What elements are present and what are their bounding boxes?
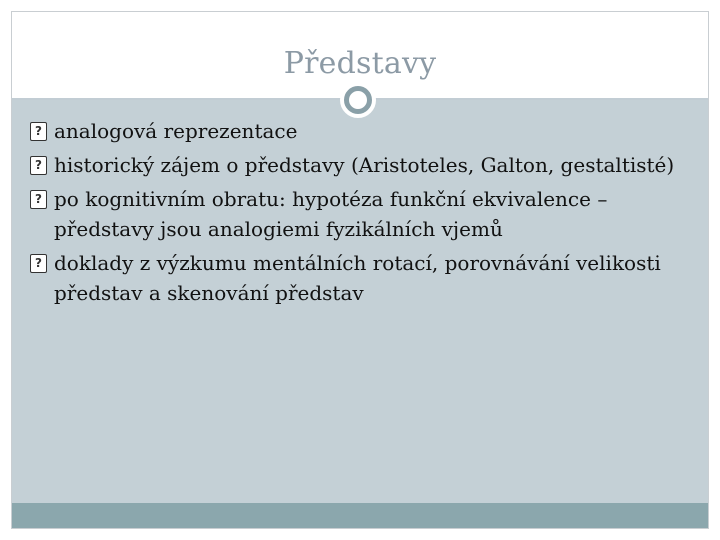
- bullet-list: [30, 116, 700, 312]
- footer-bar: [12, 503, 708, 528]
- bullet-text: doklady z výzkumu mentálních rotací, porovnávání velikosti představ a skenování představ: [54, 251, 661, 305]
- bullet-icon: ?: [30, 254, 47, 273]
- bullet-icon: ?: [30, 122, 47, 141]
- ring-ornament-icon: [340, 82, 376, 118]
- bullet-item: [30, 150, 700, 180]
- bullet-text: analogová reprezentace: [54, 119, 298, 143]
- ring-inner: [344, 86, 372, 114]
- bullet-icon: ?: [30, 190, 47, 209]
- bullet-item: [30, 248, 700, 308]
- bullet-text: po kognitivním obratu: hypotéza funkční ekvivalence – představy jsou analogiemi fyzikálních vjemů: [54, 187, 608, 241]
- bullet-icon: ?: [30, 156, 47, 175]
- bullet-item: [30, 184, 700, 244]
- slide-title: Představy: [283, 46, 437, 81]
- bullet-text: historický zájem o představy (Aristoteles, Galton, gestaltisté): [54, 153, 675, 177]
- bullet-item: [30, 116, 700, 146]
